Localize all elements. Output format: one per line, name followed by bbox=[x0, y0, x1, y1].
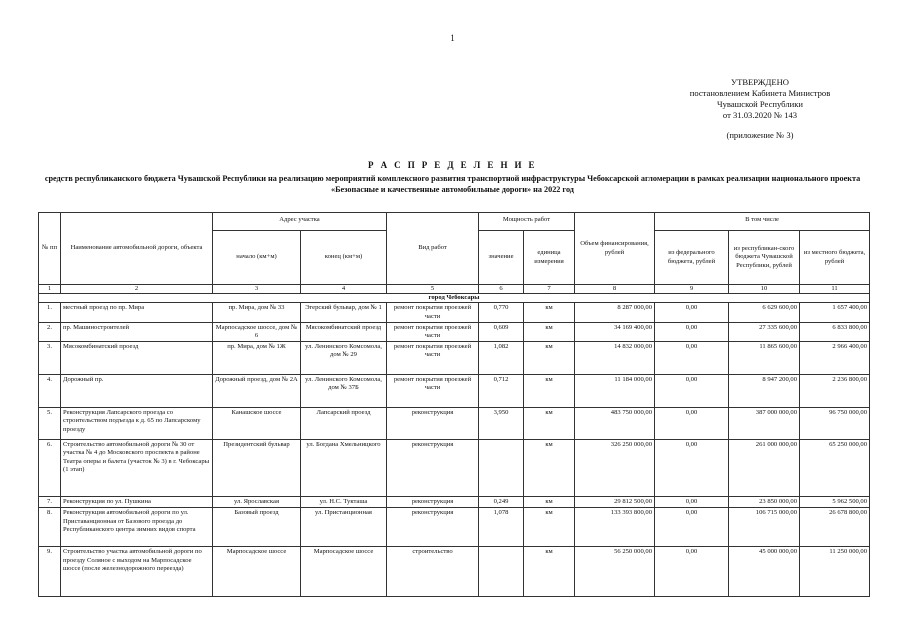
capacity-unit: км bbox=[524, 440, 575, 497]
republic-budget: 45 000 000,00 bbox=[729, 547, 800, 597]
section-end: ул. Богдана Хмельницкого bbox=[301, 440, 387, 497]
federal-budget: 0,00 bbox=[655, 547, 729, 597]
capacity-value: 1,078 bbox=[479, 508, 524, 547]
capacity-value bbox=[479, 440, 524, 497]
table-row bbox=[39, 408, 870, 440]
capacity-value: 1,082 bbox=[479, 342, 524, 375]
local-budget: 1 657 400,00 bbox=[800, 303, 870, 322]
federal-budget: 0,00 bbox=[655, 440, 729, 497]
funding-volume: 11 184 000,00 bbox=[575, 375, 655, 408]
capacity-value: 0,770 bbox=[479, 303, 524, 322]
section-end: ул. Н.С. Тукташа bbox=[301, 497, 387, 508]
work-type: реконструкция bbox=[387, 408, 479, 440]
section-start: пр. Мира, дом № 33 bbox=[213, 303, 301, 322]
federal-budget: 0,00 bbox=[655, 322, 729, 341]
funding-volume: 8 287 000,00 bbox=[575, 303, 655, 322]
road-name: Строительство автомобильной дороги № 30 от участка № 4 до Московского проспекта в районе Театра оперы и балета (участок № 3) в г. Чебоксары (1 этап) bbox=[61, 440, 213, 497]
capacity-unit: км bbox=[524, 375, 575, 408]
local-budget: 11 250 000,00 bbox=[800, 547, 870, 597]
republic-budget: 261 000 000,00 bbox=[729, 440, 800, 497]
road-name: Реконструкция по ул. Пушкина bbox=[61, 497, 213, 508]
header-name: Наименование автомобильной дороги, объекта bbox=[61, 213, 213, 285]
col-number: 5 bbox=[387, 285, 479, 294]
local-budget: 2 236 800,00 bbox=[800, 375, 870, 408]
city-section-header: город Чебоксары bbox=[39, 294, 870, 303]
section-end: ул. Ленинского Комсомола, дом № 37Б bbox=[301, 375, 387, 408]
col-number: 11 bbox=[800, 285, 870, 294]
document-title: Р А С П Р Е Д Е Л Е Н И Е bbox=[368, 160, 537, 170]
header-value: значение bbox=[479, 231, 524, 285]
table-row bbox=[39, 497, 870, 508]
col-number: 9 bbox=[655, 285, 729, 294]
work-type: ремонт покрытия проезжей части bbox=[387, 342, 479, 375]
approval-block bbox=[660, 77, 860, 141]
section-end: Мясокомбинатский проезд bbox=[301, 322, 387, 341]
appendix-label: (приложение № 3) bbox=[726, 130, 794, 140]
header-address: Адрес участка bbox=[213, 213, 387, 231]
local-budget: 2 966 400,00 bbox=[800, 342, 870, 375]
funding-volume: 14 832 000,00 bbox=[575, 342, 655, 375]
header-work: Вид работ bbox=[387, 213, 479, 285]
col-number: 4 bbox=[301, 285, 387, 294]
row-number: 9. bbox=[39, 547, 61, 597]
approval-line-1: УТВЕРЖДЕНО bbox=[730, 77, 790, 87]
section-start: Марпосадское шоссе, дом № 6 bbox=[213, 322, 301, 341]
table-row bbox=[39, 547, 870, 597]
local-budget: 96 750 000,00 bbox=[800, 408, 870, 440]
capacity-unit: км bbox=[524, 342, 575, 375]
road-name: местный проезд по пр. Мира bbox=[61, 303, 213, 322]
road-name: Дорожный пр. bbox=[61, 375, 213, 408]
row-number: 4. bbox=[39, 375, 61, 408]
approval-line-2: постановлением Кабинета Министров bbox=[689, 88, 831, 98]
table-row bbox=[39, 342, 870, 375]
republic-budget: 27 335 600,00 bbox=[729, 322, 800, 341]
section-start: Дорожный проезд, дом № 2А bbox=[213, 375, 301, 408]
funding-volume: 34 169 400,00 bbox=[575, 322, 655, 341]
republic-budget: 6 629 600,00 bbox=[729, 303, 800, 322]
header-including: В том числе bbox=[655, 213, 870, 231]
row-number: 1. bbox=[39, 303, 61, 322]
work-type: реконструкция bbox=[387, 508, 479, 547]
table-row bbox=[39, 303, 870, 322]
table-row bbox=[39, 440, 870, 497]
work-type: ремонт покрытия проезжей части bbox=[387, 303, 479, 322]
document-subtitle: средств республиканского бюджета Чувашской Республики на реализацию мероприятий комплексного развития транспортной инфраструктуры Чебоксарской агломерации в рамках реализации национального проекта «Безопасные и качественные автомобильные дороги» на 2022 год bbox=[44, 174, 861, 194]
funding-volume: 133 393 800,00 bbox=[575, 508, 655, 547]
col-number: 10 bbox=[729, 285, 800, 294]
capacity-value: 0,712 bbox=[479, 375, 524, 408]
capacity-unit: км bbox=[524, 497, 575, 508]
local-budget: 65 250 000,00 bbox=[800, 440, 870, 497]
funding-volume: 29 812 500,00 bbox=[575, 497, 655, 508]
header-local: из местного бюджета, рублей bbox=[800, 231, 870, 285]
republic-budget: 387 000 000,00 bbox=[729, 408, 800, 440]
table-row bbox=[39, 375, 870, 408]
republic-budget: 23 850 000,00 bbox=[729, 497, 800, 508]
capacity-unit: км bbox=[524, 408, 575, 440]
header-unit: единица измерения bbox=[524, 231, 575, 285]
capacity-unit: км bbox=[524, 303, 575, 322]
capacity-value: 3,950 bbox=[479, 408, 524, 440]
approval-line-3: Чувашской Республики bbox=[717, 99, 803, 109]
local-budget: 26 678 800,00 bbox=[800, 508, 870, 547]
capacity-value: 0,609 bbox=[479, 322, 524, 341]
header-federal: из федерального бюджета, рублей bbox=[655, 231, 729, 285]
approval-line-4: от 31.03.2020 № 143 bbox=[722, 110, 798, 120]
section-start: Канашское шоссе bbox=[213, 408, 301, 440]
republic-budget: 11 865 600,00 bbox=[729, 342, 800, 375]
federal-budget: 0,00 bbox=[655, 375, 729, 408]
section-end: Эгерский бульвар, дом № 1 bbox=[301, 303, 387, 322]
page-number: 1 bbox=[450, 33, 455, 43]
local-budget: 6 833 800,00 bbox=[800, 322, 870, 341]
capacity-value: 0,249 bbox=[479, 497, 524, 508]
col-number: 2 bbox=[61, 285, 213, 294]
work-type: реконструкция bbox=[387, 497, 479, 508]
funding-volume: 56 250 000,00 bbox=[575, 547, 655, 597]
col-number: 6 bbox=[479, 285, 524, 294]
header-end: конец (км+м) bbox=[301, 231, 387, 285]
col-number: 1 bbox=[39, 285, 61, 294]
section-start: Президентский бульвар bbox=[213, 440, 301, 497]
col-number: 8 bbox=[575, 285, 655, 294]
capacity-unit: км bbox=[524, 508, 575, 547]
col-number: 3 bbox=[213, 285, 301, 294]
header-num: № пп bbox=[39, 213, 61, 285]
work-type: ремонт покрытия проезжей части bbox=[387, 375, 479, 408]
section-end: Лапсарский проезд bbox=[301, 408, 387, 440]
row-number: 7. bbox=[39, 497, 61, 508]
federal-budget: 0,00 bbox=[655, 508, 729, 547]
section-start: ул. Ярославская bbox=[213, 497, 301, 508]
capacity-value bbox=[479, 547, 524, 597]
federal-budget: 0,00 bbox=[655, 303, 729, 322]
section-start: Базовый проезд bbox=[213, 508, 301, 547]
federal-budget: 0,00 bbox=[655, 342, 729, 375]
capacity-unit: км bbox=[524, 322, 575, 341]
header-capacity: Мощность работ bbox=[479, 213, 575, 231]
road-name: Мясокомбинатский проезд bbox=[61, 342, 213, 375]
header-volume: Объем финансирования, рублей bbox=[575, 213, 655, 285]
funding-volume: 483 750 000,00 bbox=[575, 408, 655, 440]
section-end: ул. Пристанционная bbox=[301, 508, 387, 547]
header-start: начало (км+м) bbox=[213, 231, 301, 285]
federal-budget: 0,00 bbox=[655, 408, 729, 440]
table-row bbox=[39, 322, 870, 341]
header-republic: из республикан-ского бюджета Чувашской Республики, рублей bbox=[729, 231, 800, 285]
section-start: Марпосадское шоссе bbox=[213, 547, 301, 597]
road-name: Реконструкция Лапсарского проезда со строительством подъезда к д. 65 по Лапсарскому проезду bbox=[61, 408, 213, 440]
republic-budget: 8 947 200,00 bbox=[729, 375, 800, 408]
row-number: 5. bbox=[39, 408, 61, 440]
work-type: реконструкция bbox=[387, 440, 479, 497]
work-type: ремонт покрытия проезжей части bbox=[387, 322, 479, 341]
row-number: 8. bbox=[39, 508, 61, 547]
republic-budget: 106 715 000,00 bbox=[729, 508, 800, 547]
row-number: 2. bbox=[39, 322, 61, 341]
capacity-unit: км bbox=[524, 547, 575, 597]
road-name: Реконструкция автомобильной дороги по ул. Приставанционная от Базового проезда до Республиканского центра зимних видов спорта bbox=[61, 508, 213, 547]
road-name: Строительство участка автомобильной дороги по проезду Соляное с выходом на Марпосадское шоссе (после железнодорожного переезда) bbox=[61, 547, 213, 597]
federal-budget: 0,00 bbox=[655, 497, 729, 508]
row-number: 3. bbox=[39, 342, 61, 375]
local-budget: 5 962 500,00 bbox=[800, 497, 870, 508]
section-end: ул. Ленинского Комсомола, дом № 29 bbox=[301, 342, 387, 375]
col-number: 7 bbox=[524, 285, 575, 294]
section-start: пр. Мира, дом № 1Ж bbox=[213, 342, 301, 375]
distribution-table bbox=[38, 212, 870, 597]
section-end: Марпосадское шоссе bbox=[301, 547, 387, 597]
road-name: пр. Машиностроителей bbox=[61, 322, 213, 341]
work-type: строительство bbox=[387, 547, 479, 597]
row-number: 6. bbox=[39, 440, 61, 497]
table-row bbox=[39, 508, 870, 547]
funding-volume: 326 250 000,00 bbox=[575, 440, 655, 497]
